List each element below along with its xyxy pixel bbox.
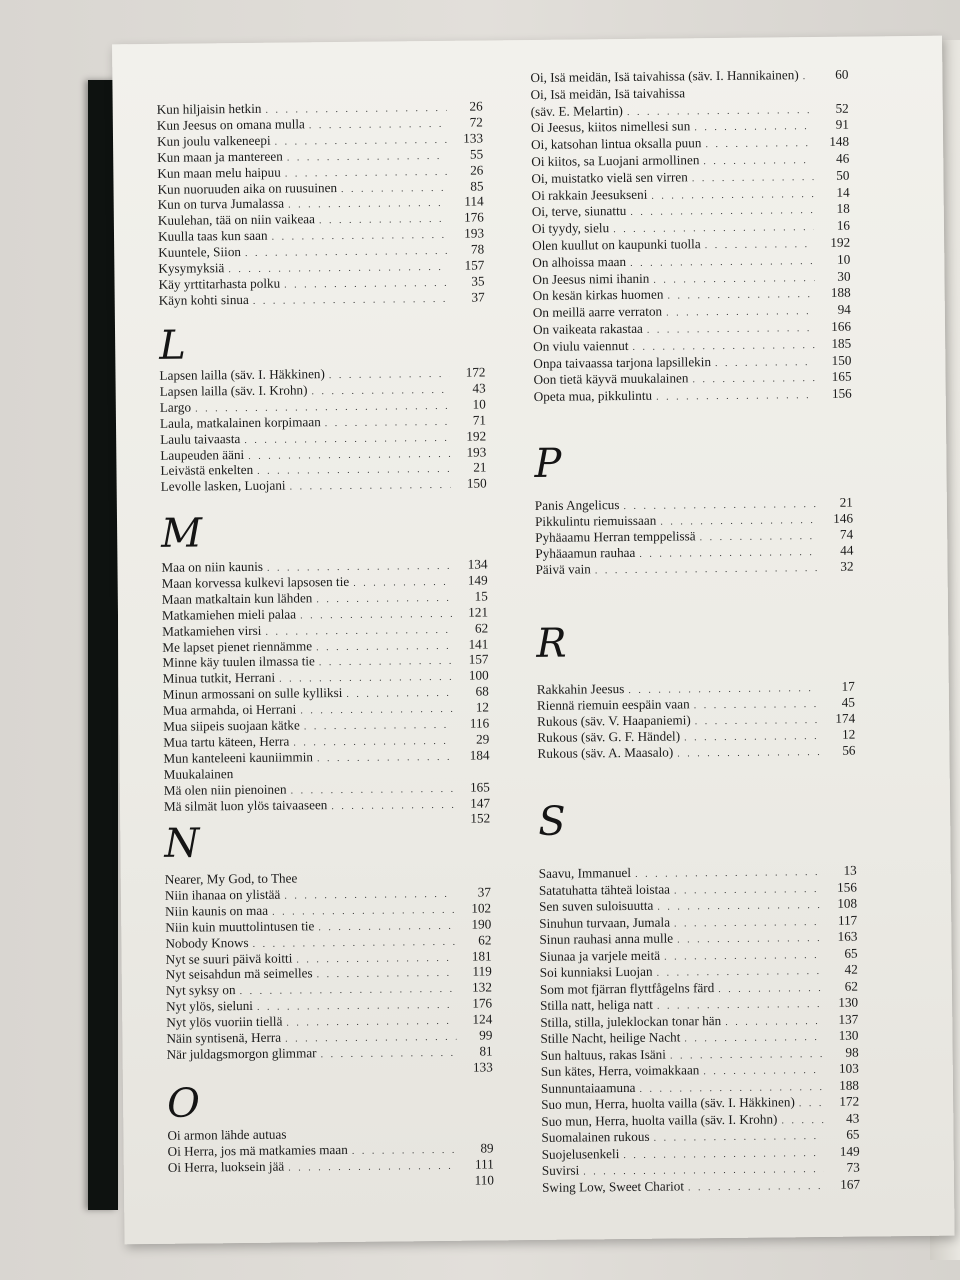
entry-title: Panis Angelicus [534,497,620,513]
entry-title: Sinuhun turvaan, Jumala [539,914,671,931]
entry-title: Stille Nacht, heilige Nacht [540,1029,681,1046]
entry-title: Pyhäaamu Herran temppelissä [535,528,696,545]
entry-page-number: 60 [835,66,849,82]
entry-title: Mä silmät luon ylös taivaaseen [163,796,328,814]
entry-page-number: 174 [835,710,856,726]
entry-title: Sen suven suloisuutta [538,897,654,914]
dot-leader [688,1178,824,1195]
entry-title: Maan matkaltain kun lähden [161,590,313,607]
entry-title: Mun kanteleeni kauniimmin [163,749,314,766]
entry-page-number: 103 [838,1060,859,1076]
entry-title: Suo mun, Herra, huolta vailla (säv. I. Häkkinen) [541,1094,795,1112]
index-entry [534,386,852,405]
entry-page-number: 148 [829,133,850,150]
entry-page-number: 150 [466,475,487,491]
entry-page-number: 111 [474,1156,494,1172]
entry-title: On alhoissa maan [532,253,627,270]
entry-title: Muukalainen [163,765,234,782]
index-entry [537,742,855,761]
entry-page-number: 10 [837,251,851,267]
entry-page-number: 141 [468,635,489,652]
entry-title: Minua tutkit, Herrani [162,669,276,687]
entry-title: Oi Jeesus, kiitos nimellesi sun [530,118,691,136]
entry-page-number: 18 [836,201,850,217]
dot-leader [291,1137,458,1139]
entry-page-number: 176 [463,209,484,225]
entry-page-number: 188 [830,285,851,301]
entry-page-number: 193 [464,225,485,241]
entry-title: Suo mun, Herra, huolta vailla (säv. I. Krohn) [541,1110,778,1129]
entry-title: Kuulehan, tää on niin vaikeaa [157,211,316,229]
entry-page-number: 156 [831,385,852,402]
entry-page-number: 65 [844,945,858,961]
entry-title: Niin kaunis on maa [165,902,269,919]
entry-page-number: 43 [846,1110,860,1126]
entry-page-number: 45 [841,694,856,710]
entry-title: Nearer, My God, to Thee [164,870,298,887]
dot-leader [289,478,450,496]
index-page [112,36,955,1245]
left-column [156,40,495,1188]
entry-page-number: 65 [846,1126,860,1142]
entry-page-number: 32 [840,558,854,574]
entry-page-number: 12 [475,699,490,715]
dot-leader [803,69,813,85]
entry-page-number: 55 [469,146,484,162]
dot-leader [301,881,454,883]
entry-page-number: 14 [836,184,850,200]
entry-page-number: 193 [466,443,487,460]
entry-title: Kun maan ja mantereen [157,148,283,165]
entry-title: Leivästä enkelten [160,462,254,479]
entry-title: On meillä aarre verraton [532,303,663,321]
entry-page-number: 52 [835,100,849,116]
index-entry [168,1172,494,1191]
entry-page-number: 42 [844,961,858,977]
entry-title: (säv. E. Melartin) [530,102,623,119]
entry-page-number: 192 [466,428,487,444]
entry-title: Levolle lasken, Luojani [160,477,286,495]
entry-title: Sun haltuus, rakas Isäni [540,1046,666,1063]
entry-page-number: 165 [831,369,852,385]
entry-title: Olen kuullut on kaupunki tuolla [532,236,701,253]
entry-page-number: 91 [835,117,849,133]
index-entry [167,1059,493,1078]
dot-leader [237,775,453,777]
entry-title: Matkamiehen mieli palaa [161,606,297,623]
entry-title: Rukous (säv. V. Haapaniemi) [537,712,691,729]
entry-page-number: 99 [479,1027,493,1043]
entry-page-number: 21 [473,459,487,475]
entry-page-number: 116 [469,715,490,731]
entry-page-number: 26 [470,162,484,178]
entry-title: Sunnuntaiaamuna [540,1079,636,1096]
entry-page-number: 146 [833,510,854,526]
entry-page-number: 163 [837,928,858,944]
entry-page-number: 78 [470,241,485,257]
entry-title: Oi, katsohan lintua oksalla puun [531,135,702,153]
section-letter: S [537,798,566,845]
entry-title: Niin kuin muuttolintusen tie [165,917,315,935]
entry-page-number: 12 [842,726,856,742]
entry-title: Laula, matkalainen korpimaan [159,413,321,431]
entry-title: Mua armahda, oi Herrani [162,701,297,718]
entry-title: Soi kunniaksi Luojan [539,963,653,980]
entry-title: Lapsen lailla (säv. I. Krohn) [159,382,308,399]
entry-title: Kun joulu valkeneepi [156,132,271,149]
entry-title: Oi rakkain Jeesukseni [531,186,648,203]
dot-leader [253,292,449,310]
entry-page-number: 188 [839,1077,860,1093]
entry-page-number: 137 [838,1011,859,1027]
entry-page-number: 185 [831,335,852,351]
entry-page-number: 157 [464,257,485,273]
entry-title: On vaikeata rakastaa [532,320,643,337]
entry-page-number: 29 [476,731,490,747]
entry-title: Stilla natt, heliga natt [540,996,653,1013]
section-letter: N [164,820,200,867]
entry-title: Nyt syksy on [165,982,236,999]
entry-title: Käy yrttitarhasta polku [158,275,281,292]
entry-title: Nyt seisahdun mä seimelles [165,965,313,983]
right-column [530,37,861,1195]
entry-page-number: 172 [839,1093,860,1109]
entry-page-number: 124 [472,1011,493,1027]
entry-title: Laupeuden ääni [160,446,245,463]
entry-title: Kun nuoruuden aika on ruusuinen [157,179,338,197]
entry-page-number: 85 [470,177,484,194]
entry-page-number: 156 [837,879,857,895]
entry-title: Siunaa ja varjele meitä [539,947,661,964]
entry-page-number: 21 [839,494,853,510]
entry-title: Oi, muistatko vielä sen virren [531,169,688,186]
entry-title: Kuuntele, Siion [158,244,242,260]
entry-page-number: 35 [471,273,485,289]
entry-title: Riennä riemuin eespäin vaan [536,696,690,713]
entry-page-number: 74 [839,526,854,542]
entry-title: Oi, Isä meidän, Isä taivahissa [530,85,686,102]
index-entry [161,476,487,495]
entry-title: Kun Jeesus on omana mulla [156,116,305,133]
entry-page-number: 167 [840,1176,861,1192]
entry-title: Som mot fjärran flyttfågelns färd [539,979,715,997]
entry-page-number: 16 [836,217,851,233]
entry-title: Stilla, stilla, juleklockan tonar hän [540,1012,722,1030]
entry-title: On viulu vaiennut [533,337,629,354]
entry-title: Käyn kohti sinua [158,291,249,308]
entry-title: Mä olen niin pienoinen [163,781,287,798]
entry-title: Minne käy tuulen ilmassa tie [162,653,315,671]
entry-page-number: 98 [845,1044,859,1060]
entry-page-number: 181 [471,947,492,964]
entry-title: Sun kätes, Herra, voimakkaan [540,1062,700,1079]
entry-page-number: 13 [843,862,857,878]
entry-title: Oi armon lähde autuas [167,1126,287,1143]
entry-title: Kun hiljaisin hetkin [156,100,262,117]
entry-page-number: 30 [837,268,851,284]
index-entry [164,811,490,830]
entry-title: Me lapset pienet riennämme [162,637,313,655]
entry-title: Suojelusenkeli [541,1145,620,1162]
entry-title: Kysymyksiä [158,260,225,276]
entry-title: Rukous (säv. G. F. Händel) [537,728,681,745]
entry-title: Laulu taivaasta [160,430,241,447]
entry-page-number: 62 [478,932,492,948]
entry-page-number: 89 [480,1140,494,1156]
entry-title: När juldagsmorgon glimmar [166,1045,317,1062]
entry-page-number: 15 [474,588,488,604]
section-letter: P [534,440,562,487]
entry-title: Mua tartu käteen, Herra [163,733,290,750]
entry-page-number: 176 [472,995,493,1011]
entry-page-number: 130 [838,1027,859,1043]
entry-title: Oi Herra, luoksein jää [167,1158,285,1175]
entry-page-number: 71 [472,412,487,428]
entry-page-number: 152 [470,810,491,827]
entry-title: Kun on turva Jumalassa [157,195,285,213]
entry-title: Näin syntisenä, Herra [166,1029,282,1046]
entry-page-number: 81 [479,1043,493,1059]
entry-page-number: 50 [836,167,850,183]
entry-page-number: 134 [467,556,488,572]
entry-title: Mua siipeis suojaan kätke [163,717,300,734]
entry-page-number: 26 [469,98,483,114]
entry-title: Rakkahin Jeesus [536,681,625,697]
entry-page-number: 192 [830,234,851,250]
entry-title: Rukous (säv. A. Maasalo) [537,744,674,761]
index-entry [542,1176,860,1195]
entry-page-number: 73 [846,1159,860,1175]
entry-title: Kun maan melu haipuu [157,164,281,181]
section-letter: R [536,620,567,667]
entry-page-number: 147 [470,794,491,811]
entry-page-number: 110 [474,1172,495,1188]
entry-page-number: 150 [831,352,852,368]
dot-leader [656,388,816,406]
section-letter: M [160,510,203,557]
entry-title: Saavu, Immanuel [538,864,632,881]
entry-title: Nyt se suuri päivä koitti [165,950,293,967]
entry-page-number: 43 [472,380,486,396]
entry-page-number: 108 [837,895,858,911]
entry-title: Oi, Isä meidän, Isä taivahissa (säv. I. Hannikainen) [530,67,799,85]
entry-page-number: 68 [475,683,489,699]
entry-title: Pyhäaamun rauhaa [535,544,636,561]
entry-page-number: 56 [842,742,856,758]
entry-page-number: 184 [469,747,490,763]
entry-title: Maa on niin kaunis [161,558,264,575]
entry-page-number: 165 [469,779,490,795]
entry-page-number: 190 [471,916,492,932]
entry-title: Opeta mua, pikkulintu [533,387,653,405]
entry-page-number: 149 [467,572,488,588]
entry-page-number: 37 [471,289,485,305]
entry-title: Päivä vain [535,560,591,577]
entry-page-number: 10 [472,396,486,412]
entry-page-number: 130 [838,994,859,1010]
entry-title: Suomalainen rukous [541,1128,650,1145]
dot-leader [677,745,819,762]
entry-title: Sinun rauhasi anna mulle [539,930,674,947]
entry-title: Lapsen lailla (säv. I. Häkkinen) [159,366,325,383]
entry-title: Niin ihanaa on ylistää [164,886,281,903]
entry-title: Onpa taivaassa tarjona lapsillekin [533,353,712,371]
entry-page-number: 149 [839,1143,860,1159]
entry-title: Nobody Knows [165,934,249,951]
entry-title: Oi, terve, siunattu [531,203,627,220]
entry-title: Satatuhatta tähteä loistaa [538,881,671,898]
entry-page-number: 94 [837,301,851,317]
entry-page-number: 102 [471,900,492,916]
section-letter: O [166,1080,201,1127]
entry-page-number: 72 [469,114,483,130]
entry-page-number: 166 [831,318,852,334]
entry-page-number: 119 [472,963,492,980]
entry-page-number: 121 [468,604,489,620]
entry-page-number: 133 [463,130,484,146]
entry-title: Oi tyydy, sielu [531,220,610,237]
entry-page-number: 46 [835,150,850,166]
section-letter: L [158,322,186,369]
entry-title: Matkamiehen virsi [162,622,262,639]
entry-page-number: 62 [844,978,858,994]
dot-leader [689,96,812,97]
entry-page-number: 117 [837,912,858,928]
entry-title: Nyt ylös, sieluni [166,998,254,1015]
index-entry [159,289,485,308]
entry-page-number: 132 [472,979,492,995]
entry-title: Minun armossani on sulle kylliksi [162,685,343,703]
entry-title: Largo [159,399,192,415]
entry-page-number: 100 [468,667,489,683]
entry-title: Oon tietä käyvä muukalainen [533,370,689,388]
entry-title: On Jeesus nimi ihanin [532,270,650,287]
entry-title: Oi Herra, jos mä matkamies maan [167,1141,348,1159]
entry-page-number: 157 [468,651,489,668]
entry-title: Pikkulintu riemuissaan [534,512,657,529]
dot-leader [595,561,818,579]
entry-title: Nyt ylös vuoriin tiellä [166,1013,283,1030]
entry-title: Swing Low, Sweet Chariot [541,1177,685,1195]
index-entry [535,558,853,577]
entry-page-number: 133 [472,1059,493,1075]
entry-title: Kuulla taas kun saan [157,227,268,245]
entry-title: On kesän kirkas huomen [532,286,664,304]
entry-page-number: 17 [841,678,855,694]
entry-title: Maan korvessa kulkevi lapsosen tie [161,573,350,591]
entry-title: Oi kiitos, sa Luojani armollinen [531,152,700,169]
entry-page-number: 114 [464,193,484,210]
entry-page-number: 37 [477,884,491,900]
entry-page-number: 172 [465,364,486,380]
entry-page-number: 44 [840,542,854,558]
entry-title: Suvirsi [541,1162,580,1178]
entry-page-number: 62 [474,620,489,636]
